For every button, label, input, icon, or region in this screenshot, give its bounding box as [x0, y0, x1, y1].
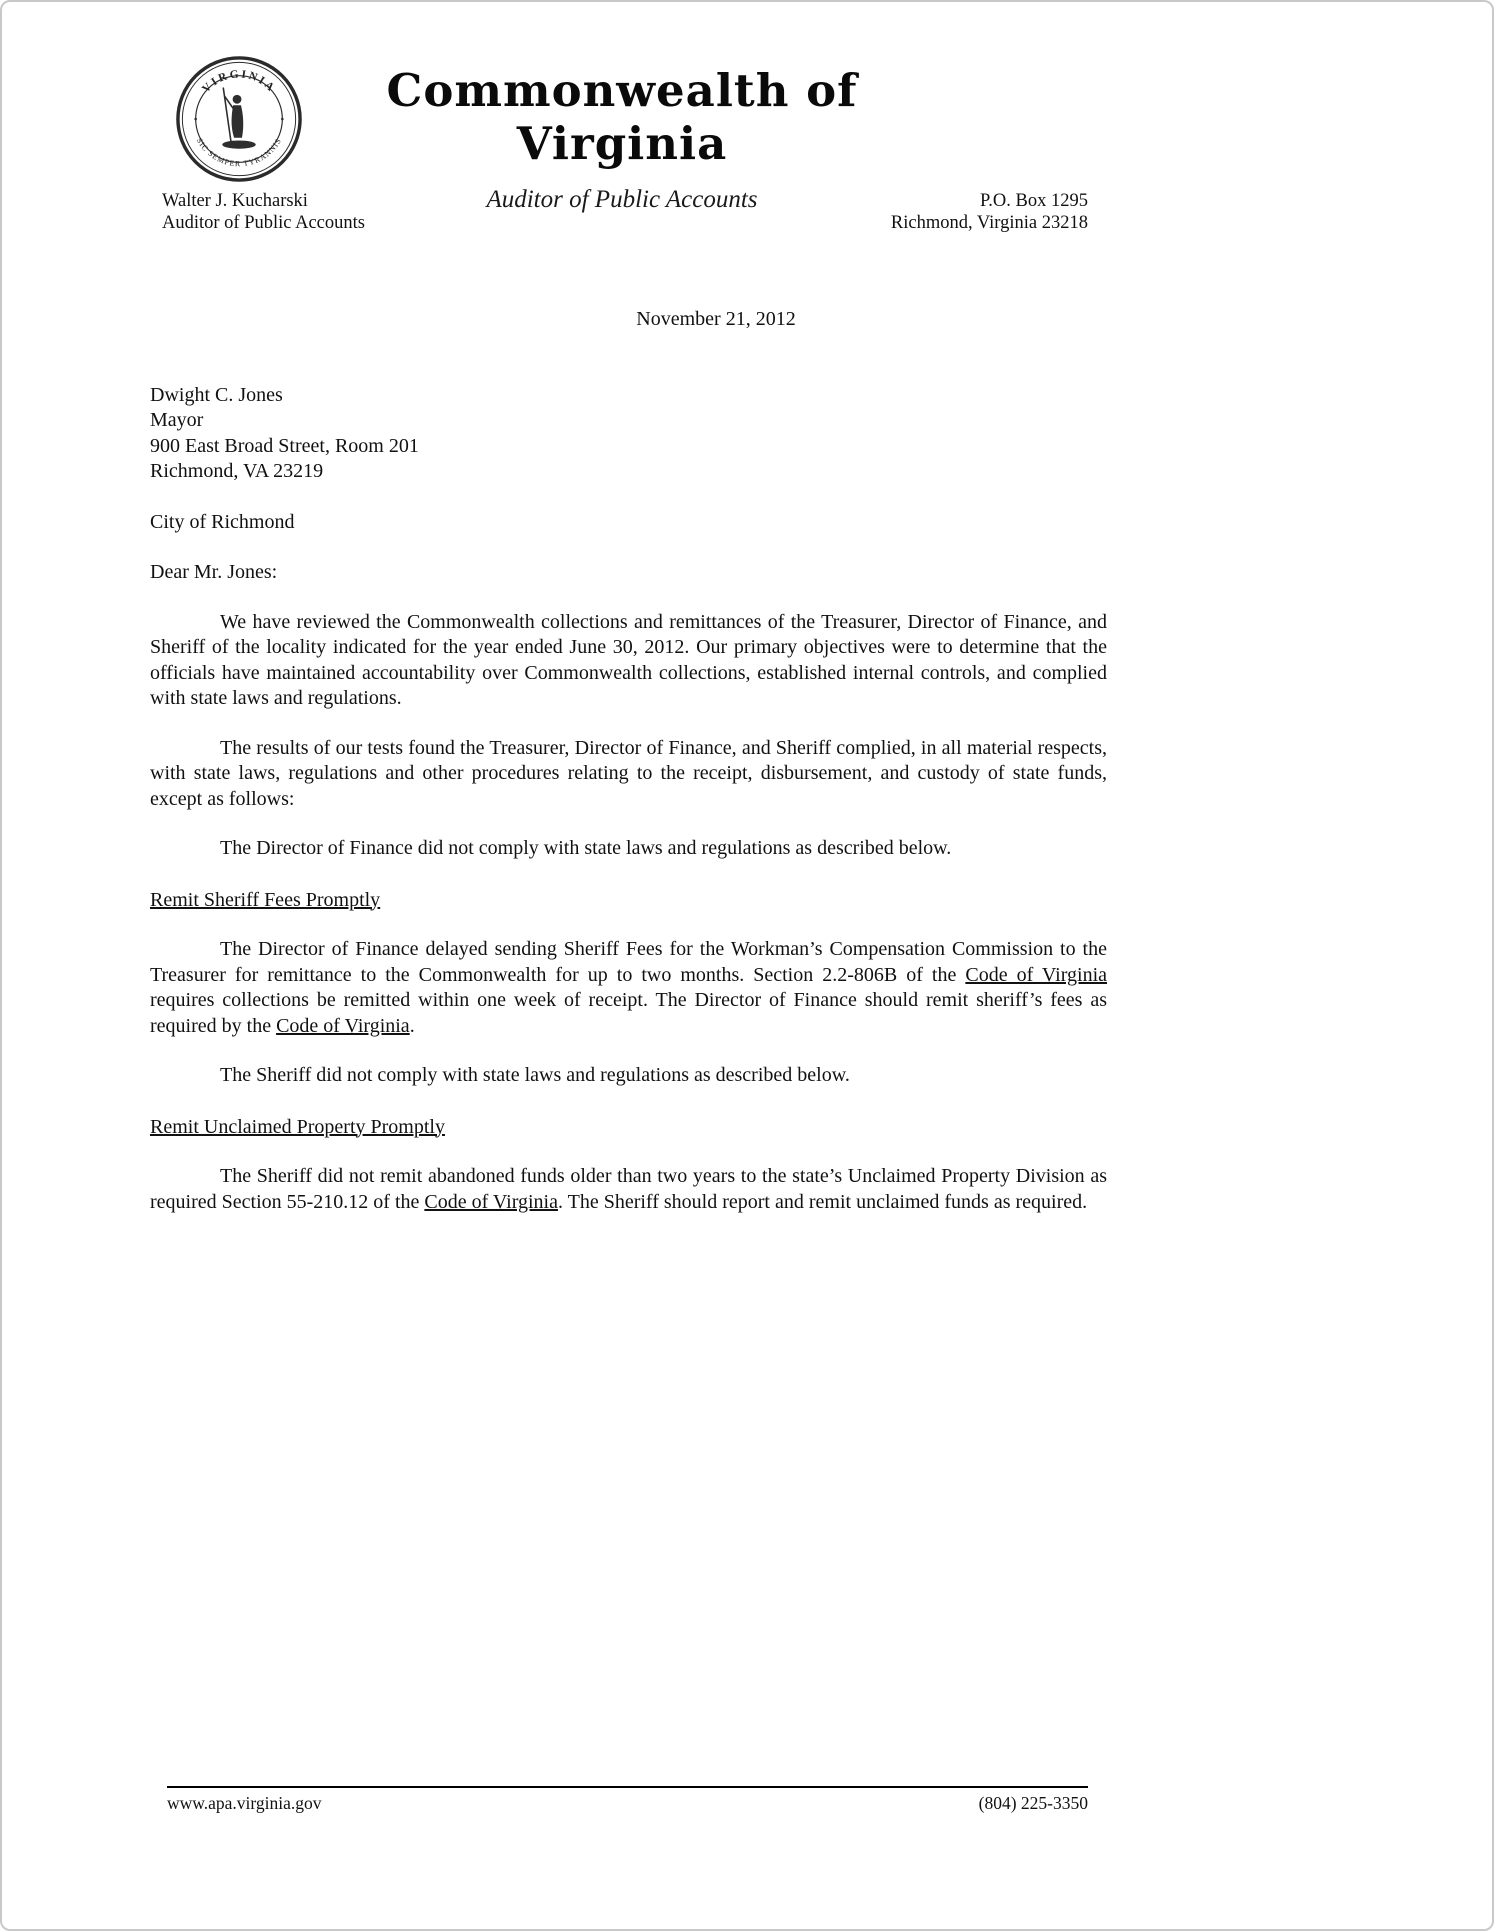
- body-paragraph-6: [150, 1164, 1107, 1215]
- seal-bottom-text: SIC SEMPER TYRANNIS: [194, 136, 284, 169]
- virginia-state-seal-graphic: [174, 52, 304, 186]
- address-line2: Richmond, Virginia 23218: [890, 213, 1088, 233]
- svg-text:VIRGINIA: [200, 68, 278, 95]
- footer-phone: (804) 225-3350: [978, 1793, 1088, 1813]
- body-paragraph-1: We have reviewed the Commonwealth collections and remittances of the Treasurer, Director of Finance, and Sheriff of the locality indicated for the year ended June 30, 2012. Our primary objectives were to determine that the officials have maintained accountability over Commonwealth collections, established internal controls, and complied with state laws and regulations.: [150, 610, 1107, 709]
- recipient-name: Dwight C. Jones: [150, 383, 283, 406]
- official-title: Auditor of Public Accounts: [162, 213, 365, 233]
- section-heading-remit-sheriff-fees: Remit Sheriff Fees Promptly: [150, 888, 381, 911]
- address-block: [891, 190, 1088, 234]
- letter-body: [150, 307, 1107, 1215]
- section-heading-remit-unclaimed-property: Remit Unclaimed Property Promptly: [150, 1115, 445, 1138]
- code-of-virginia-citation: Code of Virginia: [424, 1190, 558, 1213]
- paragraph-6-text: . The Sheriff should report and remit unclaimed funds as required.: [557, 1190, 1088, 1213]
- paragraph-4-text: The Director of Finance delayed sending Sheriff Fees for the Workman’s Compensation Commission to the Treasurer for remittance to the Commonwealth for up to two months. Section 2.2-806B of the: [150, 938, 1107, 986]
- virtus-figure-icon: [194, 87, 283, 148]
- code-of-virginia-citation: Code of Virginia: [965, 963, 1107, 986]
- page-footer: [167, 1786, 1088, 1814]
- organization-subtitle: Auditor of Public Accounts: [486, 186, 758, 213]
- letterhead-info: [162, 190, 1088, 234]
- salutation: Dear Mr. Jones:: [150, 561, 278, 583]
- body-paragraph-4: [150, 937, 1107, 1039]
- recipient-block: [150, 383, 1107, 485]
- organization-name: Commonwealth of Virginia: [386, 64, 858, 170]
- official-block: [162, 190, 365, 234]
- official-name: Walter J. Kucharski: [162, 191, 308, 211]
- recipient-city: Richmond, VA 23219: [150, 460, 324, 482]
- seal-top-text: VIRGINIA: [200, 68, 278, 96]
- re-line: City of Richmond: [150, 510, 295, 533]
- body-paragraph-2: The results of our tests found the Treasurer, Director of Finance, and Sheriff complied, in all material respects, with state laws, regulations and other procedures relating to the receipt, disbursement, and custody of state funds, except as follows:: [150, 736, 1107, 810]
- body-paragraph-5: The Sheriff did not comply with state laws and regulations as described below.: [220, 1064, 850, 1086]
- paragraph-4-text: .: [409, 1014, 415, 1037]
- recipient-title: Mayor: [150, 409, 204, 431]
- paragraph-4-text: requires collections be remitted within one week of receipt. The Director of Finance should remit sheriff’s fees as required by the: [150, 989, 1107, 1037]
- virginia-state-seal: [174, 52, 304, 186]
- paragraph-6-text: The Sheriff did not remit abandoned funds older than two years to the state’s Unclaimed Property Division as required Section 55-210.12 of the: [150, 1165, 1107, 1213]
- code-of-virginia-citation: Code of Virginia: [276, 1014, 410, 1037]
- letter-date: November 21, 2012: [636, 308, 796, 330]
- footer-website: www.apa.virginia.gov: [167, 1793, 322, 1813]
- recipient-street: 900 East Broad Street, Room 201: [150, 434, 419, 457]
- body-paragraph-3: The Director of Finance did not comply with state laws and regulations as described below.: [220, 837, 952, 859]
- address-line1: P.O. Box 1295: [980, 191, 1088, 211]
